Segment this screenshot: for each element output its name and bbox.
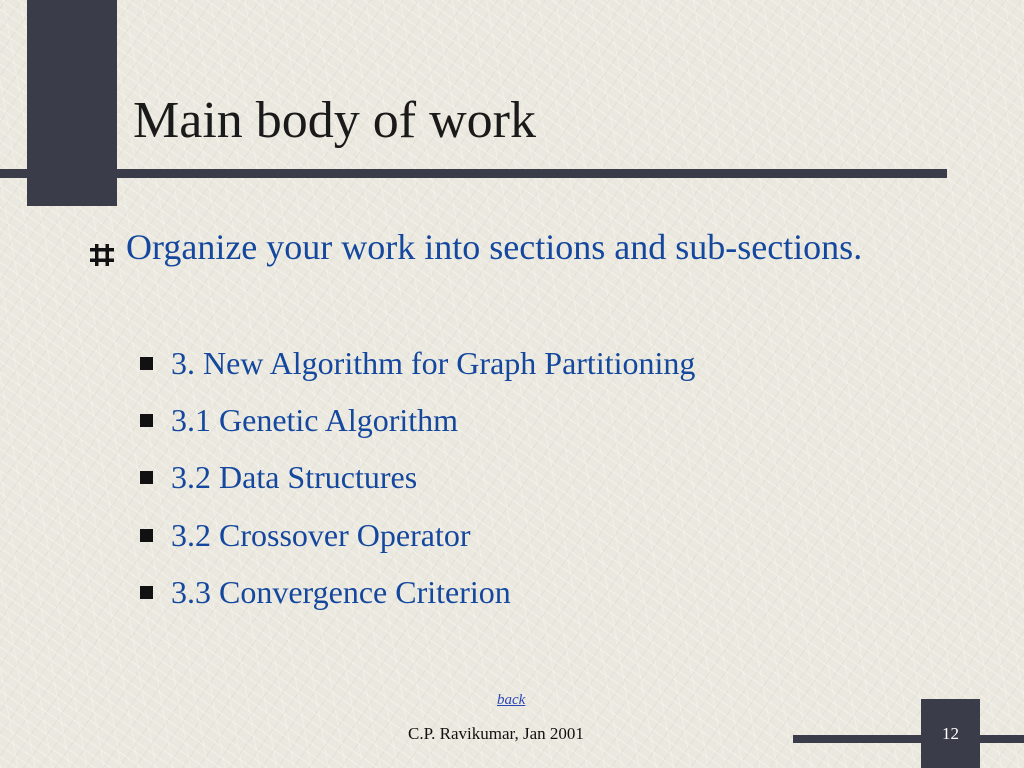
list-item-label: 3. New Algorithm for Graph Partitioning xyxy=(171,345,696,381)
list-item-label: 3.2 Data Structures xyxy=(171,459,418,495)
main-bullet-text: Organize your work into sections and sub-sections. xyxy=(126,227,863,267)
title-rule-left xyxy=(0,169,27,178)
title-decor-block xyxy=(27,0,117,206)
slide-title: Main body of work xyxy=(133,92,536,149)
list-item xyxy=(140,515,470,555)
footer-rule-right xyxy=(980,735,1024,743)
list-item-label: 3.3 Convergence Criterion xyxy=(171,574,511,610)
square-bullet-icon xyxy=(140,586,153,599)
list-item xyxy=(140,572,511,612)
back-link[interactable]: back xyxy=(497,692,526,708)
square-bullet-icon xyxy=(140,471,153,484)
footer-credit: C.P. Ravikumar, Jan 2001 xyxy=(408,724,584,743)
slide-number: 12 xyxy=(942,724,959,743)
title-rule xyxy=(117,169,947,178)
square-bullet-icon xyxy=(140,529,153,542)
list-item-label: 3.2 Crossover Operator xyxy=(171,517,471,553)
hash-bullet-icon xyxy=(90,243,114,267)
list-item xyxy=(140,400,458,440)
list-item xyxy=(140,343,695,383)
footer-rule-left xyxy=(793,735,921,743)
square-bullet-icon xyxy=(140,414,153,427)
square-bullet-icon xyxy=(140,357,153,370)
list-item-label: 3.1 Genetic Algorithm xyxy=(171,402,459,438)
list-item xyxy=(140,457,417,497)
